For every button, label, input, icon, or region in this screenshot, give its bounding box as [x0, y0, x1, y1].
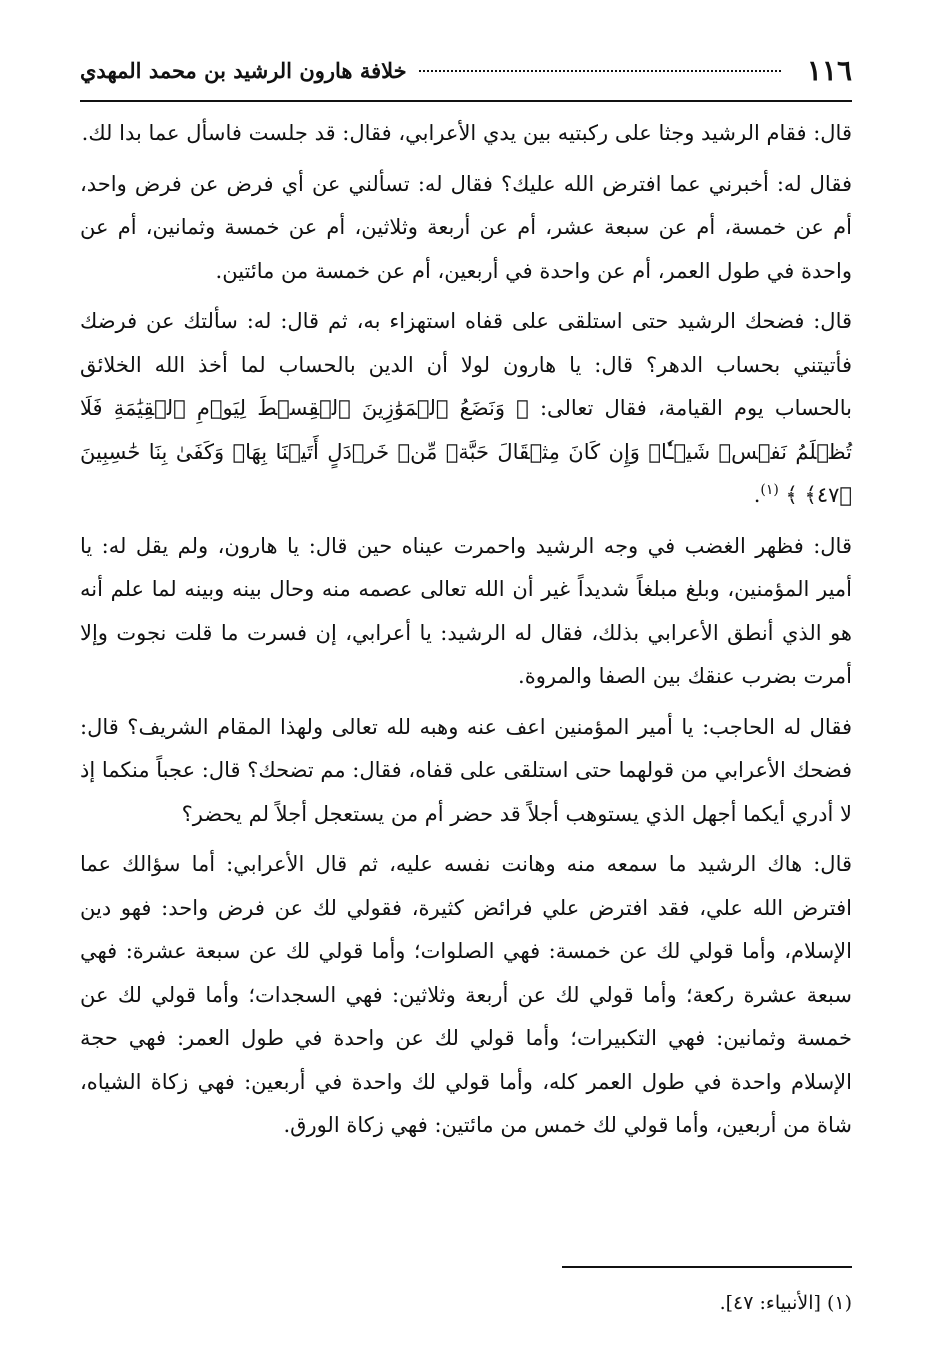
footnote: (١) [الأنبياء: ٤٧].: [719, 1292, 852, 1314]
verse-end-punctuation: .: [753, 483, 761, 507]
paragraph-with-verse: [80, 300, 852, 518]
quran-verse: ﴿ وَنَضَعُ ٱلۡمَوَٰزِينَ ٱلۡقِسۡطَ لِيَوۡمِ ٱلۡقِيَٰمَةِ فَلَا تُظۡلَمُ نَفۡسٞ شَيۡـٔٗاۖ وَإِن كَانَ مِثۡقَالَ حَبَّةٖ مِّنۡ خَرۡدَلٍ أَتَيۡنَا بِهَاۗ وَكَفَىٰ بِنَا حَٰسِبِينَ ﴿٤٧﴾ ﴾: [80, 396, 852, 507]
paragraph: قال: هاك الرشيد ما سمعه منه وهانت نفسه عليه، ثم قال الأعرابي: أما سؤالك عما افترض الله علي، فقد افترض علي فرائض كثيرة، فقولي لك عن فرض واحد: فهو دين الإسلام، وأما قولي لك عن خمسة: فهي الصلوات؛ وأما قولي لك عن سبعة عشرة: فهي سبعة عشرة ركعة؛ وأما قولي لك عن أربعة وثلاثين: فهي السجدات؛ وأما قولي لك عن خمسة وثمانين: فهي التكبيرات؛ وأما قولي لك عن واحدة في طول العمر: فهي حجة الإسلام واحدة في طول العمر كله، وأما قولي لك واحدة في أربعين: فهي زكاة الشياه، شاة من أربعين، وأما قولي لك خمس من مائتين: فهي زكاة الورق.: [80, 852, 852, 1137]
footnote-separator: [562, 1266, 852, 1268]
running-header: [80, 40, 852, 102]
header-dotted-leader: [419, 69, 781, 72]
running-title: خلافة هارون الرشيد بن محمد المهدي: [80, 57, 407, 83]
book-page: [80, 40, 852, 1340]
body-text: [80, 112, 852, 1148]
page-number: ١١٦: [806, 53, 852, 87]
paragraph: قال: فقام الرشيد وجثا على ركبتيه بين يدي الأعرابي، فقال: قد جلست فاسأل عما بدا لك.: [81, 121, 852, 145]
paragraph-text: قال: فضحك الرشيد حتى استلقى على قفاه استهزاء به، ثم قال: له: سألتك عن فرضك فأتيتني بحساب الدهر؟ قال: يا هارون لولا أن الدين بالحساب لما أخذ الله الخلائق بالحساب يوم القيامة، فقال تعالى:: [80, 309, 852, 420]
footnote-reference: (١): [760, 482, 779, 498]
paragraph: قال: فظهر الغضب في وجه الرشيد واحمرت عيناه حين قال: يا هارون، ولم يقل له: يا أمير المؤمنين، وبلغ مبلغاً شديداً غير أن الله تعالى عصمه منه وحال بينه وبينه لما علم أنه هو الذي أنطق الأعرابي بذلك، فقال له الرشيد: يا أعرابي، إن فسرت ما قلت نجوت وإلا أمرت بضرب عنقك بين الصفا والمروة.: [80, 533, 852, 688]
paragraph: فقال له: أخبرني عما افترض الله عليك؟ فقال له: تسألني عن أي فرض عن فرض واحد، أم عن خمسة، أم عن سبعة عشر، أم عن أربعة وثلاثين، أم عن خمسة وثمانين، أم عن واحدة في طول العمر، أم عن واحدة في أربعين، أم عن خمسة من مائتين.: [80, 171, 852, 283]
paragraph: فقال له الحاجب: يا أمير المؤمنين اعف عنه وهبه لله تعالى ولهذا المقام الشريف؟ قال: فضحك الأعرابي من قولهما حتى استلقى على قفاه، فقال: مم تضحك؟ قال: عجباً منكما إذ لا أدري أيكما أجهل الذي يستوهب أجلاً قد حضر أم من يستعجل أجلاً لم يحضر؟: [80, 714, 852, 826]
